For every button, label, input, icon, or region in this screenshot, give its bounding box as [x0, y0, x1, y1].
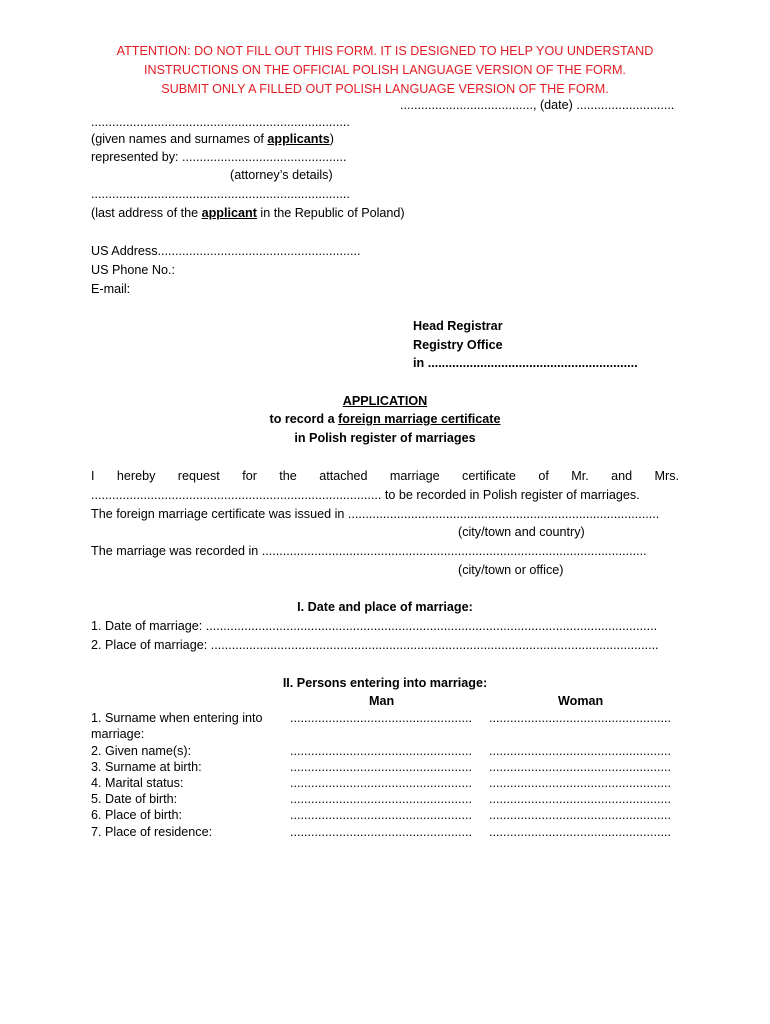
applicant-names-label: (given names and surnames of applicants) [91, 132, 334, 146]
us-phone: US Phone No.: [91, 263, 176, 277]
request-line-1: I hereby request for the attached marriage certificate of Mr. and Mrs. [91, 469, 679, 483]
represented-by: represented by: ............................................... [91, 150, 347, 164]
man-dob-field: .................................................... [290, 792, 472, 806]
row-surname-label: 1. Surname when entering into [91, 711, 263, 725]
column-woman: Woman [558, 694, 604, 708]
marriage-recorded-in: The marriage was recorded in .............................................................................................................. [91, 544, 647, 558]
email-label: E-mail: [91, 282, 131, 296]
page-title: APPLICATION [342, 394, 428, 408]
applicants-term: applicants [267, 132, 330, 146]
row-place-of-birth: 6. Place of birth: [91, 808, 183, 822]
attorney-details: (attorney’s details) [230, 168, 333, 182]
man-birth-surname-field: .................................................... [290, 760, 472, 774]
woman-pob-field: .................................................... [489, 808, 671, 822]
date-line: ......................................, (date) ............................ [400, 98, 675, 112]
man-residence-field: .................................................... [290, 825, 472, 839]
date-of-marriage: 1. Date of marriage: ................................................................................................................................. [91, 619, 658, 633]
row-marital-status: 4. Marital status: [91, 776, 184, 790]
attention-line-2: INSTRUCTIONS ON THE OFFICIAL POLISH LANGUAGE VERSION OF THE FORM. [144, 63, 626, 77]
row-given-names: 2. Given name(s): [91, 744, 192, 758]
section-1-title: I. Date and place of marriage: [297, 600, 473, 614]
row-surname-at-birth: 3. Surname at birth: [91, 760, 202, 774]
woman-dob-field: .................................................... [489, 792, 671, 806]
row-surname-label-2: marriage: [91, 727, 145, 741]
recorded-hint: (city/town or office) [458, 563, 564, 577]
woman-marital-status-field: .................................................... [489, 776, 671, 790]
request-line-2: ................................................................................... to be recorded in Polish register of marriages. [91, 488, 640, 502]
us-address: US Address.......................................................... [91, 244, 361, 258]
column-man: Man [369, 694, 395, 708]
section-2-title: II. Persons entering into marriage: [282, 676, 488, 690]
address-dots: .......................................................................... [91, 187, 350, 201]
recipient-line-1: Head Registrar [413, 319, 503, 333]
attention-line-3: SUBMIT ONLY A FILLED OUT POLISH LANGUAGE VERSION OF THE FORM. [161, 82, 609, 96]
place-of-marriage: 2. Place of marriage: ................................................................................................................................ [91, 638, 659, 652]
issued-hint: (city/town and country) [458, 525, 585, 539]
last-address-label: (last address of the applicant in the Republic of Poland) [91, 206, 405, 220]
woman-birth-surname-field: .................................................... [489, 760, 671, 774]
recipient-line-3: in ............................................................ [413, 356, 638, 370]
applicant-dots: .......................................................................... [91, 115, 350, 129]
man-given-names-field: .................................................... [290, 744, 472, 758]
page-subtitle: to record a foreign marriage certificate [269, 412, 501, 426]
attention-line-1: ATTENTION: DO NOT FILL OUT THIS FORM. IT IS DESIGNED TO HELP YOU UNDERSTAND [116, 44, 654, 58]
row-place-of-residence: 7. Place of residence: [91, 825, 213, 839]
woman-surname-field: .................................................... [489, 711, 671, 725]
recipient-line-2: Registry Office [413, 338, 503, 352]
man-marital-status-field: .................................................... [290, 776, 472, 790]
man-pob-field: .................................................... [290, 808, 472, 822]
man-surname-field: .................................................... [290, 711, 472, 725]
page-subtitle-2: in Polish register of marriages [294, 431, 476, 445]
woman-residence-field: .................................................... [489, 825, 671, 839]
woman-given-names-field: .................................................... [489, 744, 671, 758]
certificate-issued-in: The foreign marriage certificate was issued in ......................................................................................... [91, 507, 660, 521]
foreign-certificate-term: foreign marriage certificate [338, 412, 501, 426]
row-date-of-birth: 5. Date of birth: [91, 792, 178, 806]
applicant-term: applicant [201, 206, 257, 220]
